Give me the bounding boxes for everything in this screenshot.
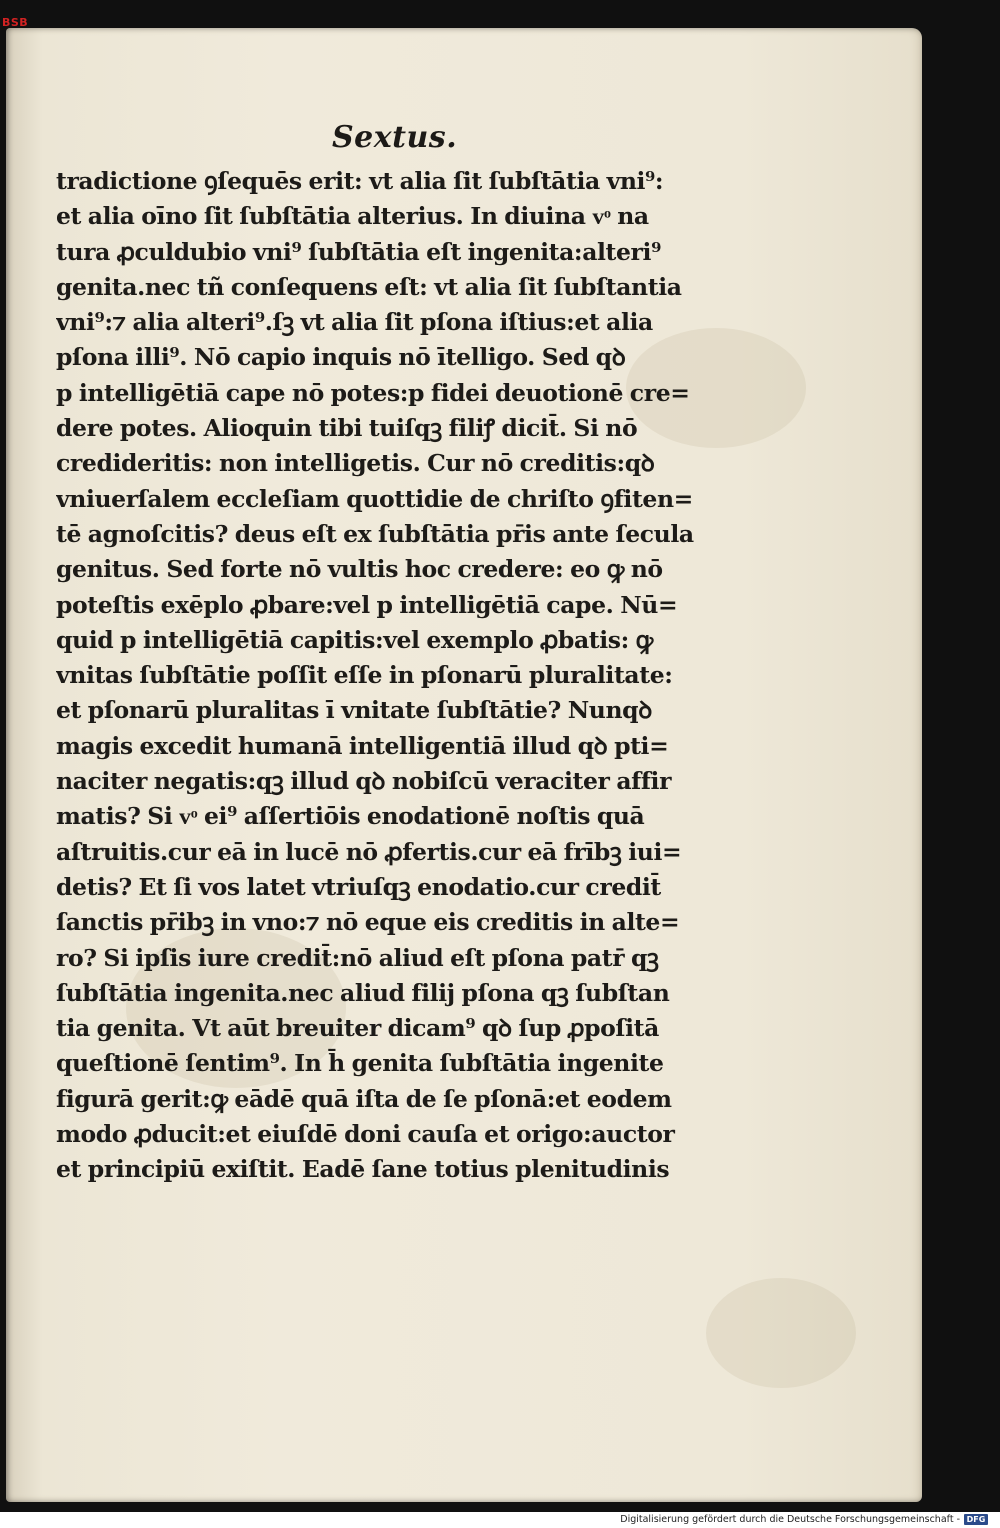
- text-line: vniuerſalem eccleſiam quottidie de chriſto ꝯfiten=: [56, 484, 693, 513]
- text-line: queſtionē ſentim⁹. In h̄ genita ſubſtātia ingenite: [56, 1049, 664, 1078]
- text-line: detis? Et ſi vos latet vtriuſqꝫ enodatio.cur credit̄: [56, 872, 661, 901]
- text-line: ro? Si ipſis iure credit̄:nō aliud eſt pſona patr̄ qꝫ: [56, 943, 659, 972]
- dfg-logo: DFG: [964, 1514, 988, 1525]
- text-line: vni⁹:⁊ alia alteri⁹.ſꝫ vt alia ſit pſona iſtius:et alia: [56, 308, 653, 337]
- text-line: dere potes. Alioquin tibi tuiſqꝫ filiꝭ dicit̄. Si nō: [56, 414, 638, 443]
- text-line: tia genita. Vt aūt breuiter dicam⁹ qꝺ ſup ꝓpoſitā: [56, 1014, 659, 1043]
- library-mark: BSB: [2, 16, 29, 29]
- text-line: vnitas ſubſtātie poſſit eſſe in pſonarū pluralitate:: [56, 661, 673, 690]
- text-line: matis? Si vͦ ei⁹ aſſertiōis enodationē noſtis quā: [56, 802, 645, 831]
- text-line: p intelligētiā cape nō potes:p fidei deuotionē cre=: [56, 378, 690, 407]
- footer-credit: Digitalisierung gefördert durch die Deutsche Forschungsgemeinschaft -: [620, 1514, 960, 1525]
- text-line: tura ꝓculdubio vni⁹ ſubſtātia eſt ingenita:alteri⁹: [56, 237, 661, 266]
- paper-stain: [706, 1278, 856, 1388]
- text-line: et alia oīno ſit ſubſtātia alterius. In diuina vͦ na: [56, 202, 649, 231]
- text-line: magis excedit humanā intelligentiā illud qꝺ pti=: [56, 731, 669, 760]
- text-line: et pſonarū pluralitas ī vnitate ſubſtātie? Nunqꝺ: [56, 696, 652, 725]
- text-line: poteſtis exēplo ꝓbare:vel p intelligētiā cape. Nū=: [56, 590, 678, 619]
- text-line: naciter negatis:qꝫ illud qꝺ nobiſcū veraciter affir: [56, 767, 672, 796]
- text-line: pſona illi⁹. Nō capio inquis nō ītelligo. Sed qꝺ: [56, 343, 626, 372]
- running-head: Sextus.: [332, 120, 458, 155]
- text-line: modo ꝓducit:et eiuſdē doni cauſa et origo:auctor: [56, 1120, 675, 1149]
- text-line: ſanctis pr̄ibꝫ in vno:⁊ nō eque eis creditis in alte=: [56, 908, 680, 937]
- text-line: et principiū exiſtit. Eadē ſane totius plenitudinis: [56, 1155, 670, 1184]
- text-line: tradictione ꝯſequēs erit: vt alia ſit ſubſtātia vni⁹:: [56, 167, 664, 195]
- text-line: figurā gerit:ꝙ eādē quā iſta de ſe pſonā:et eodem: [56, 1084, 672, 1113]
- text-line: ſubſtātia ingenita.nec aliud filij pſona qꝫ ſubſtan: [56, 978, 670, 1007]
- text-line: genita.nec tñ conſequens eſt: vt alia ſit ſubſtantia: [56, 272, 682, 301]
- text-block: [56, 164, 746, 1188]
- text-line: genitus. Sed forte nō vultis hoc credere: eo ꝙ nō: [56, 555, 663, 584]
- text-line: tē agnoſcitis? deus eſt ex ſubſtātia pr̄is ante ſecula: [56, 519, 694, 548]
- text-line: aſtruitis.cur eā in lucē nō ꝓfertis.cur eā frībꝫ iui=: [56, 837, 682, 866]
- text-line: quid p intelligētiā capitis:vel exemplo ꝓbatis: ꝙ: [56, 625, 653, 654]
- text-line: credideritis: non intelligetis. Cur nō creditis:qꝺ: [56, 449, 655, 478]
